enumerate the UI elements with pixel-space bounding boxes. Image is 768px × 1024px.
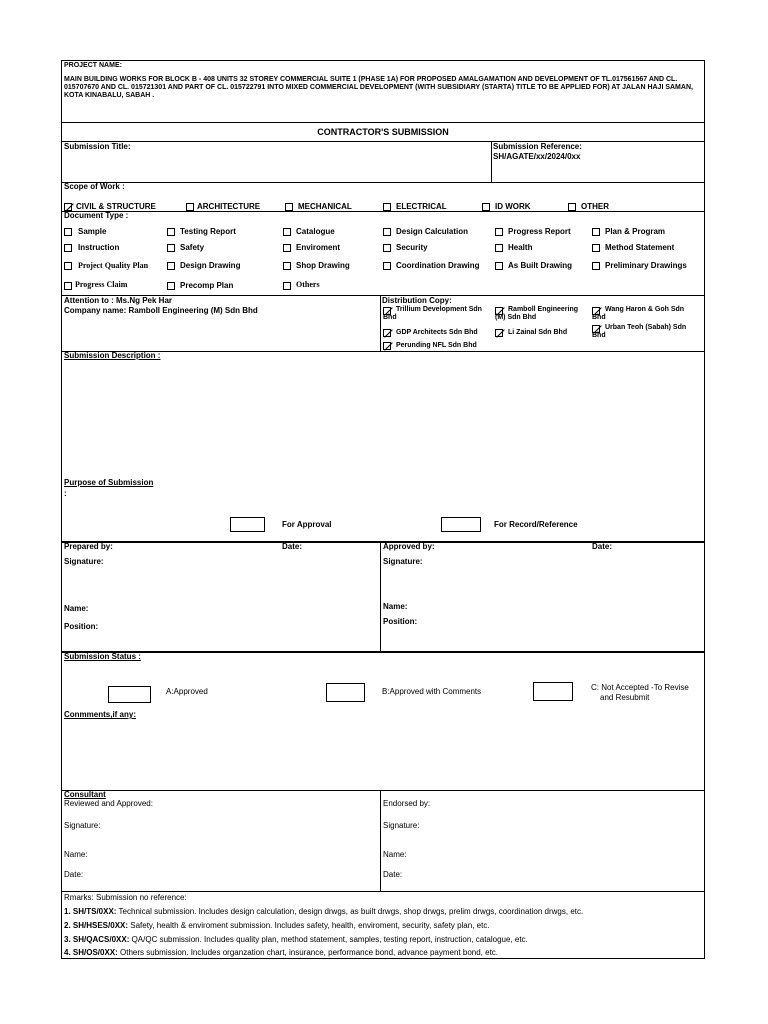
prepared-name-label: Name: [64, 604, 89, 613]
doc-item-instruction: Instruction [78, 243, 120, 252]
prepared-position-label: Position: [64, 622, 99, 631]
divider [62, 790, 704, 791]
doc-checkbox-design-calculation[interactable] [383, 228, 391, 236]
doc-checkbox-project-quality-plan[interactable] [64, 262, 72, 270]
divider [62, 122, 704, 123]
remark-text: Safety, health & enviroment submission. Includes safety, health, enviroment, security, safety plan, etc. [128, 921, 490, 930]
doc-item-catalogue: Catalogue [296, 227, 335, 236]
status-c-label-line1: C: Not Accepted -To Revise [591, 683, 689, 692]
doc-item-enviroment: Enviroment [296, 243, 341, 252]
doc-item-design-drawing: Design Drawing [180, 261, 241, 270]
comments-label: Conmments,if any: [64, 710, 137, 719]
endorser-signature-label: Signature: [383, 821, 420, 830]
approved-by-label: Approved by: [383, 542, 435, 551]
doc-item-testing-report: Testing Report [180, 227, 236, 236]
remark-item [64, 935, 528, 945]
doc-checkbox-progress-report[interactable] [495, 228, 503, 236]
submission-description-label: Submission Description : [64, 351, 161, 360]
remark-text: Technical submission. Includes design calculation, design drwgs, as built drwgs, shop drwgs, prelim drwgs, coordination drwgs, etc. [116, 907, 584, 916]
remark-item [64, 907, 583, 917]
remark-text: Others submission. Includes organzation chart, insurance, performance bond, advance payment bond, etc. [117, 948, 499, 957]
form-title: CONTRACTOR'S SUBMISSION [317, 127, 449, 137]
divider [491, 141, 492, 182]
endorser-name-label: Name: [383, 850, 407, 859]
consultant-name-label: Name: [64, 850, 88, 859]
doc-item-security: Security [396, 243, 428, 252]
for-approval-label: For Approval [282, 520, 332, 529]
submission-form [61, 60, 705, 959]
doc-item-others: Others [296, 280, 320, 289]
scope-checkbox-civil[interactable] [64, 203, 72, 211]
submission-reference-value[interactable]: SH/AGATE/xx/2024/0xx [493, 152, 581, 161]
endorsed-by-label: Endorsed by: [383, 799, 431, 808]
consultant-date-label: Date: [64, 870, 84, 879]
doc-checkbox-as-built-drawing[interactable] [495, 262, 503, 270]
project-name-label: PROJECT NAME: [64, 62, 122, 69]
for-approval-box[interactable] [230, 517, 265, 532]
doc-checkbox-safety[interactable] [167, 244, 175, 252]
consultant-label: Consultant [64, 790, 106, 799]
prepared-by-label: Prepared by: [64, 542, 113, 551]
purpose-label: Purpose of Submission [64, 478, 154, 487]
divider [380, 790, 381, 891]
scope-item-mechanical: MECHANICAL [298, 202, 352, 211]
attention-to: Attention to : Ms.Ng Pek Har [64, 296, 173, 305]
scope-checkbox-electrical[interactable] [383, 203, 391, 211]
remark-code: 2. SH/HSES/0XX: [64, 921, 129, 930]
divider [62, 651, 704, 653]
divider [380, 295, 381, 351]
remark-text: QA/QC submission. Includes quality plan, method statement, samples, testing report, instruction, catalogue, etc. [129, 935, 528, 944]
doc-item-method-statement: Method Statement [605, 243, 675, 252]
doc-checkbox-security[interactable] [383, 244, 391, 252]
doc-item-project-quality-plan: Project Quality Plan [78, 261, 149, 270]
doc-checkbox-shop-drawing[interactable] [283, 262, 291, 270]
for-record-box[interactable] [441, 517, 481, 532]
doc-item-plan-program: Plan & Program [605, 227, 666, 236]
dist-checkbox-li-zainal[interactable] [495, 329, 503, 337]
dist-item-ramboll: Ramboll Engineering (M) Sdn Bhd [495, 306, 579, 321]
doc-checkbox-precomp-plan[interactable] [167, 282, 175, 290]
doc-item-preliminary-drawings: Preliminary Drawings [605, 261, 687, 270]
distribution-label: Distribution Copy: [382, 296, 452, 305]
dist-item-trillium: Trillium Development Sdn Bhd [383, 306, 482, 321]
doc-checkbox-plan-program[interactable] [592, 228, 600, 236]
purpose-colon: : [64, 489, 67, 498]
approved-name-label: Name: [383, 602, 408, 611]
scope-checkbox-id-work[interactable] [482, 203, 490, 211]
submission-reference-label: Submission Reference: [493, 142, 582, 151]
doc-checkbox-others[interactable] [283, 282, 291, 290]
dist-checkbox-gdp[interactable] [383, 329, 391, 337]
scope-item-electrical: ELECTRICAL [396, 202, 447, 211]
scope-checkbox-mechanical[interactable] [285, 203, 293, 211]
dist-item-urban-teoh: Urban Teoh (Sabah) Sdn Bhd [592, 324, 687, 339]
doc-checkbox-health[interactable] [495, 244, 503, 252]
remark-item [64, 948, 498, 958]
doc-item-as-built-drawing: As Built Drawing [508, 261, 573, 270]
status-a-box[interactable] [108, 686, 151, 703]
doc-item-design-calculation: Design Calculation [396, 227, 469, 236]
dist-item-gdp: GDP Architects Sdn Bhd [396, 329, 478, 336]
scope-item-id-work: ID WORK [495, 202, 531, 211]
doc-item-precomp-plan: Precomp Plan [180, 281, 234, 290]
scope-checkbox-other[interactable] [568, 203, 576, 211]
doc-item-safety: Safety [180, 243, 205, 252]
submission-title-label: Submission Title: [64, 142, 131, 151]
doc-checkbox-design-drawing[interactable] [167, 262, 175, 270]
remark-code: 3. SH/QACS/0XX: [64, 935, 130, 944]
consultant-signature-label: Signature: [64, 821, 101, 830]
dist-item-perunding: Perunding NFL Sdn Bhd [396, 342, 477, 349]
remark-code: 1. SH/TS/0XX: [64, 907, 117, 916]
doc-checkbox-instruction[interactable] [64, 244, 72, 252]
doc-checkbox-catalogue[interactable] [283, 228, 291, 236]
endorser-date-label: Date: [383, 870, 403, 879]
doc-checkbox-progress-claim[interactable] [64, 282, 72, 290]
remark-item [64, 921, 490, 931]
divider [62, 141, 704, 142]
doc-item-health: Health [508, 243, 533, 252]
doc-item-shop-drawing: Shop Drawing [296, 261, 350, 270]
scope-label: Scope of Work : [64, 182, 125, 191]
status-c-label-line2: and Resubmit [600, 693, 650, 702]
doc-checkbox-coordination-drawing[interactable] [383, 262, 391, 270]
submission-status-label: Submission Status : [64, 652, 141, 661]
status-a-label: A:Approved [166, 687, 208, 696]
doc-item-progress-claim: Progress Claim [75, 280, 128, 289]
dist-item-li-zainal: Li Zainal Sdn Bhd [508, 329, 568, 336]
prepared-date-label: Date: [282, 542, 303, 551]
doc-checkbox-enviroment[interactable] [283, 244, 291, 252]
doc-checkbox-method-statement[interactable] [592, 244, 600, 252]
divider [62, 891, 704, 892]
status-b-label: B:Approved with Comments [382, 687, 482, 696]
dist-item-wang-haron: Wang Haron & Goh Sdn Bhd [592, 306, 685, 321]
status-b-box[interactable] [326, 683, 365, 702]
status-c-box[interactable] [533, 682, 573, 701]
remark-code: 4. SH/OS/0XX: [64, 948, 118, 957]
document-type-label: Document Type : [64, 211, 129, 220]
approved-signature-label: Signature: [383, 557, 423, 566]
remarks-label: Rmarks: Submission no reference: [64, 893, 187, 902]
divider [380, 541, 381, 651]
scope-checkbox-architecture[interactable] [186, 203, 194, 211]
approved-position-label: Position: [383, 617, 418, 626]
company-name: Company name: Ramboll Engineering (M) Sdn Bhd [64, 306, 258, 315]
reviewed-approved-label: Reviewed and Approved: [64, 799, 153, 808]
divider [62, 211, 704, 212]
divider [62, 182, 704, 183]
project-description: MAIN BUILDING WORKS FOR BLOCK B - 408 UNITS 32 STOREY COMMERCIAL SUITE 1 (PHASE 1A) FOR PROPOSED AMALGAMATION AND DEVELOPMENT OF TL.017561567 AND CL. 015707670 AND CL. 015721301 AND PART OF CL. 015722791 INTO MIXED COMMERCIAL DEVELOPMENT (WITH SUBSIDIARY (STARTA) TITLE TO BE APPLIED FOR) AT JALAN HAJI SAMAN, KOTA KINABALU, SABAH . [64, 76, 693, 99]
for-record-label: For Record/Reference [494, 520, 578, 529]
doc-checkbox-sample[interactable] [64, 228, 72, 236]
scope-item-architecture: ARCHITECTURE [197, 202, 261, 211]
doc-checkbox-testing-report[interactable] [167, 228, 175, 236]
scope-item-civil: CIVIL & STRUCTURE [76, 202, 156, 211]
doc-item-coordination-drawing: Coordination Drawing [396, 261, 480, 270]
doc-item-sample: Sample [78, 227, 107, 236]
doc-item-progress-report: Progress Report [508, 227, 571, 236]
dist-checkbox-perunding[interactable] [383, 342, 391, 350]
doc-checkbox-preliminary-drawings[interactable] [592, 262, 600, 270]
approved-date-label: Date: [592, 542, 613, 551]
scope-item-other: OTHER [581, 202, 609, 211]
prepared-signature-label: Signature: [64, 557, 104, 566]
